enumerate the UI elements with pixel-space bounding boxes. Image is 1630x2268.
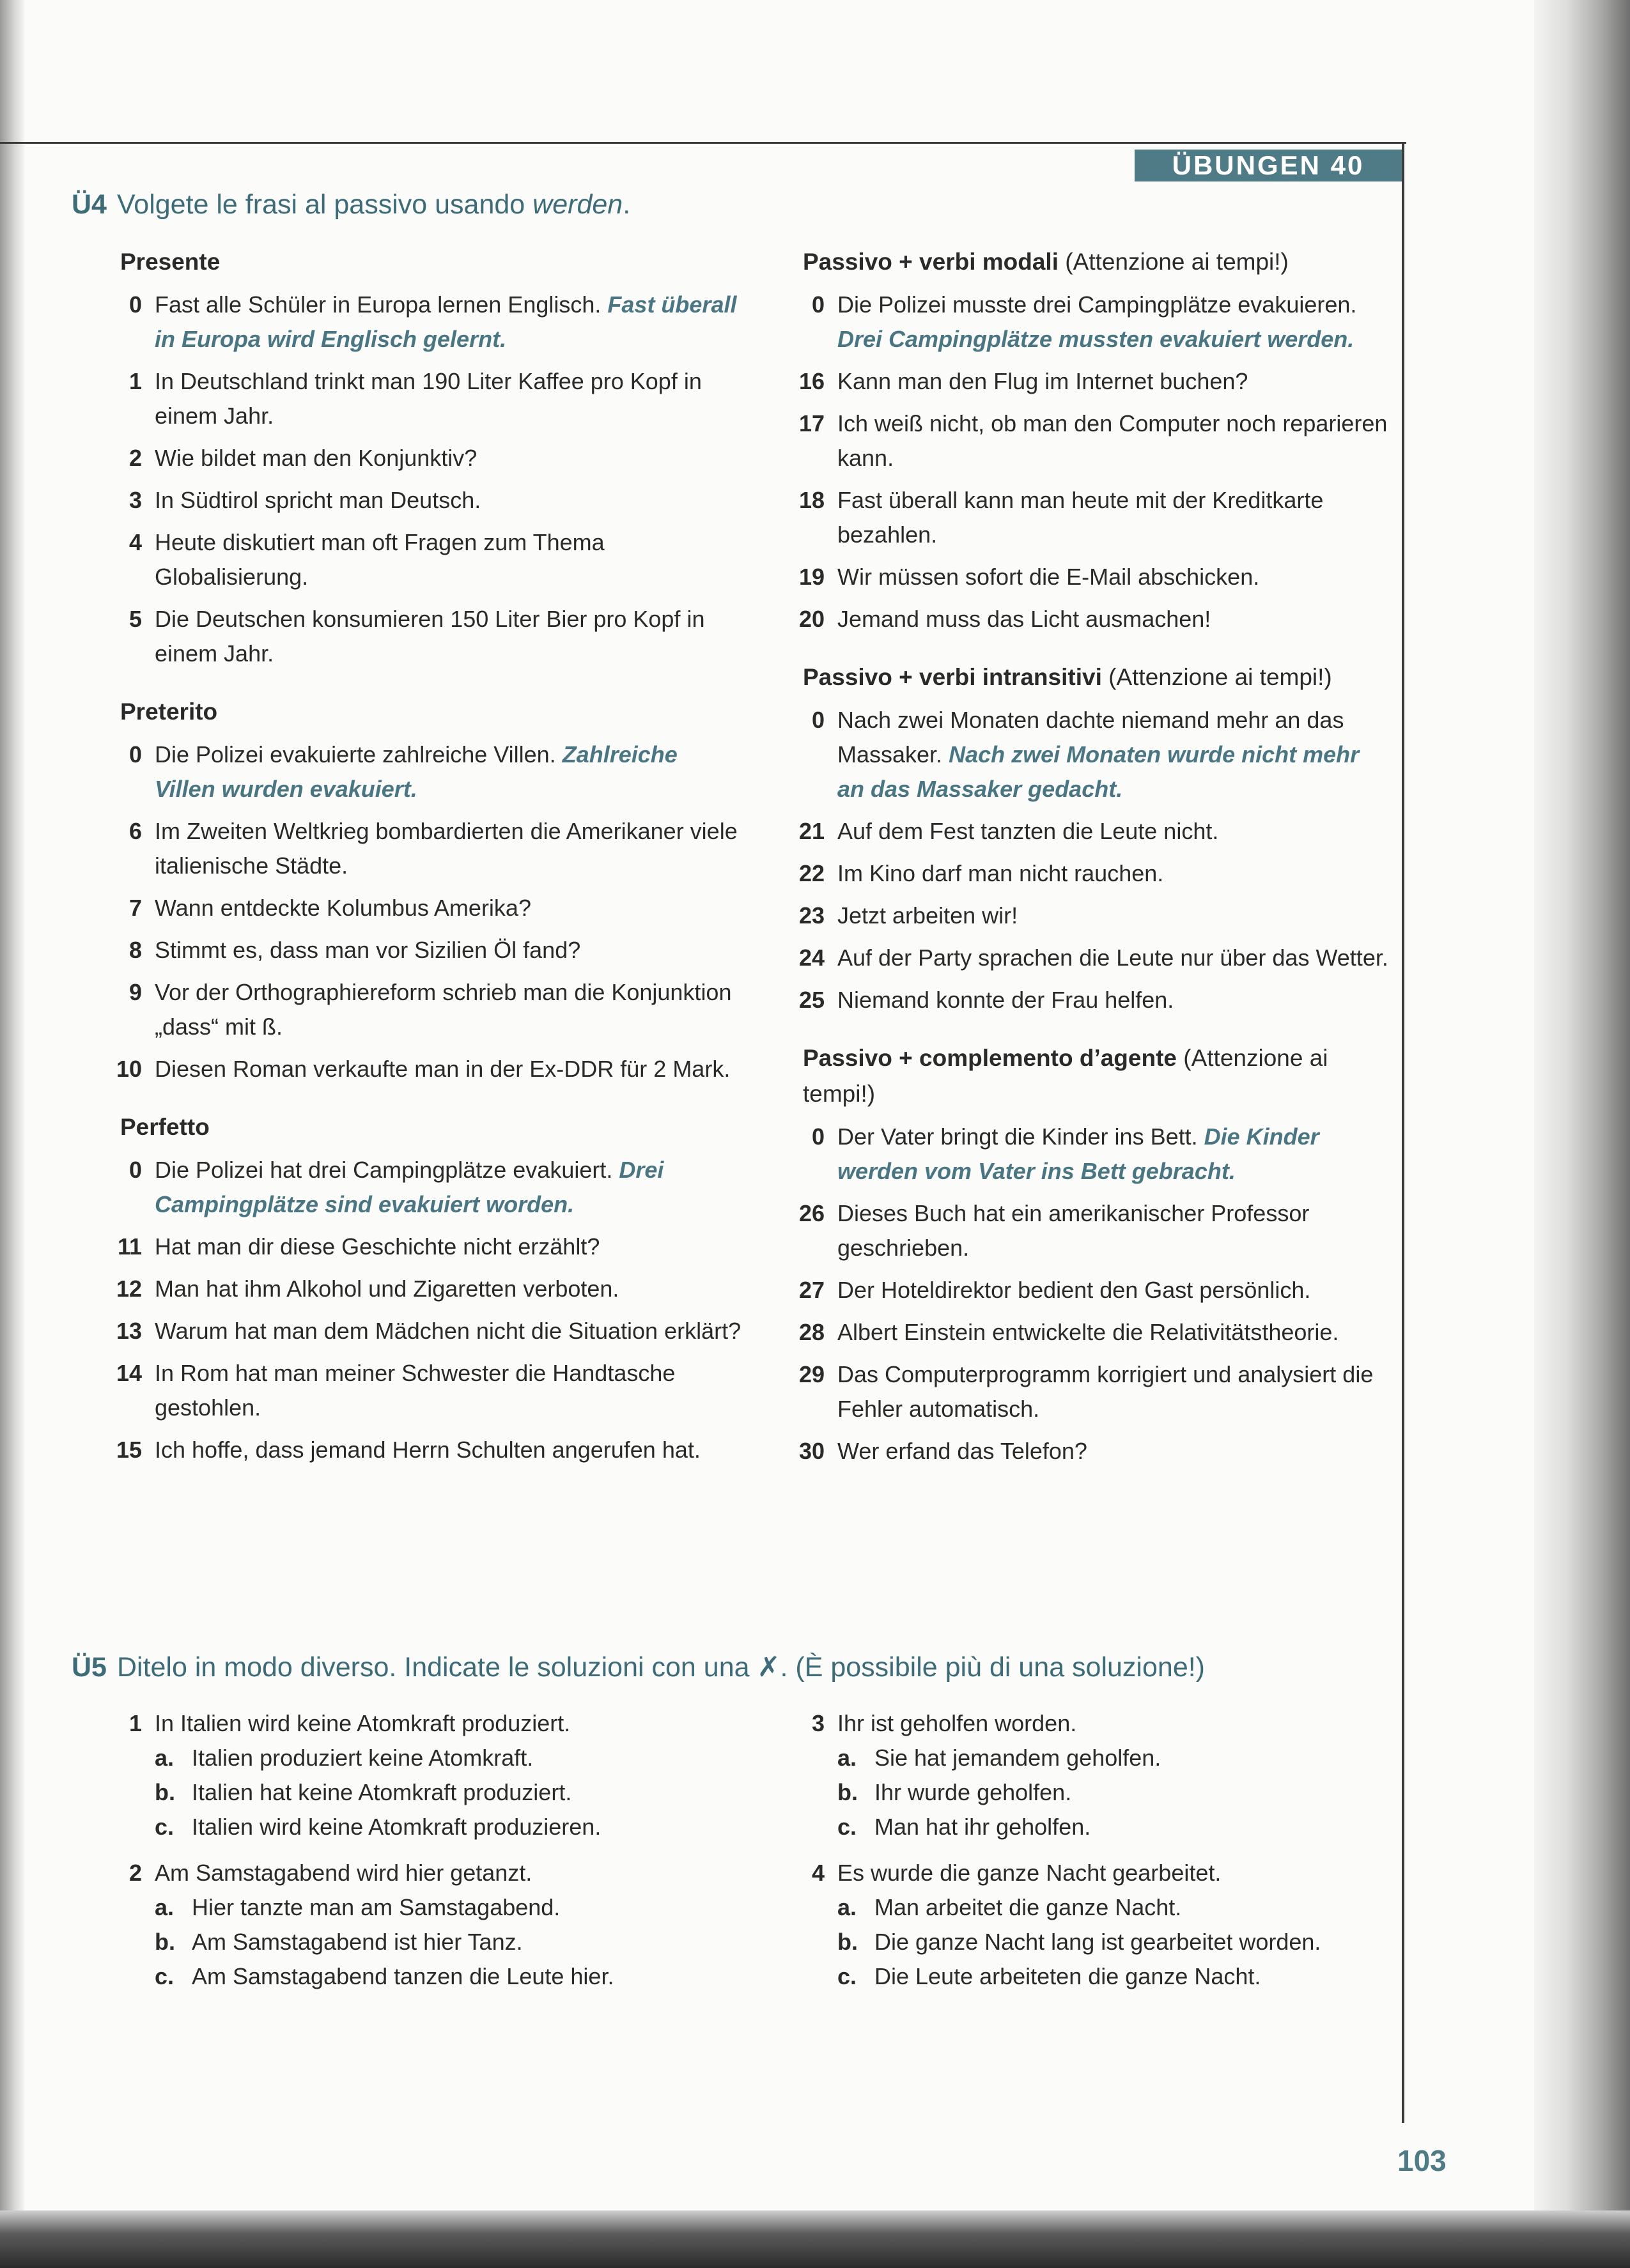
exercise-u4-heading bbox=[72, 189, 630, 220]
instruction-end: . (È possibile più di una soluzione!) bbox=[780, 1652, 1205, 1683]
item-sentence: Dieses Buch hat ein amerikanischer Professor geschrieben. bbox=[837, 1200, 1310, 1261]
subsection-heading bbox=[803, 1040, 1392, 1112]
exercise-item bbox=[96, 1272, 741, 1306]
exercise-item bbox=[96, 1230, 741, 1264]
exercise-item bbox=[96, 933, 741, 968]
item-sentence: Jetzt arbeiten wir! bbox=[837, 902, 1018, 929]
answer-option bbox=[779, 1959, 1392, 1994]
item-text bbox=[837, 1434, 1392, 1469]
subsection-note: (Attenzione ai tempi!) bbox=[803, 1045, 1328, 1107]
exercise-item bbox=[96, 525, 741, 594]
item-text bbox=[837, 406, 1392, 475]
item-sentence: Hat man dir diese Geschichte nicht erzählt? bbox=[155, 1233, 600, 1260]
item-sentence: Wann entdeckte Kolumbus Amerika? bbox=[155, 895, 531, 921]
answer-option bbox=[96, 1775, 741, 1810]
exercise-item bbox=[96, 737, 741, 806]
item-sentence: Auf dem Fest tanzten die Leute nicht. bbox=[837, 818, 1219, 844]
item-sentence: Niemand konnte der Frau helfen. bbox=[837, 987, 1174, 1013]
item-text bbox=[155, 525, 741, 594]
section-preterito bbox=[96, 694, 741, 1086]
item-number: 24 bbox=[798, 945, 825, 971]
question-block bbox=[779, 1706, 1392, 1844]
example-answer: Fast überall in Europa wird Englisch gelernt. bbox=[155, 291, 737, 352]
exercise-item bbox=[779, 364, 1392, 399]
section-presente bbox=[96, 244, 741, 671]
item-text bbox=[837, 364, 1392, 399]
item-number: 9 bbox=[128, 979, 142, 1005]
exercise-item bbox=[779, 1196, 1392, 1265]
option-letter: c. bbox=[837, 1814, 857, 1840]
item-number: 0 bbox=[128, 291, 142, 318]
exercise-item bbox=[779, 560, 1392, 594]
item-sentence: Die Polizei evakuierte zahlreiche Villen. bbox=[155, 741, 556, 768]
item-text bbox=[155, 975, 741, 1044]
item-sentence: Heute diskutiert man oft Fragen zum Thema Globalisierung. bbox=[155, 529, 605, 590]
section-agente bbox=[779, 1040, 1392, 1469]
answer-option bbox=[779, 1925, 1392, 1959]
item-text bbox=[155, 1272, 741, 1306]
item-sentence: Jemand muss das Licht ausmachen! bbox=[837, 606, 1211, 632]
item-number: 20 bbox=[798, 606, 825, 632]
item-sentence: Diesen Roman verkaufte man in der Ex-DDR für 2 Mark. bbox=[155, 1056, 731, 1082]
exercise-item bbox=[779, 1357, 1392, 1426]
item-number: 23 bbox=[798, 902, 825, 929]
u5-left-column bbox=[96, 1706, 741, 2005]
question-number: 2 bbox=[128, 1860, 142, 1886]
item-sentence: Warum hat man dem Mädchen nicht die Situation erklärt? bbox=[155, 1318, 741, 1344]
subsection-heading bbox=[120, 1109, 741, 1145]
item-sentence: Auf der Party sprachen die Leute nur über das Wetter. bbox=[837, 945, 1388, 971]
exercise-item bbox=[779, 1434, 1392, 1469]
item-text bbox=[837, 1196, 1392, 1265]
exercise-item bbox=[96, 1153, 741, 1222]
exercise-item bbox=[96, 441, 741, 475]
question bbox=[779, 1706, 1392, 1741]
item-text bbox=[837, 983, 1392, 1017]
item-number: 6 bbox=[128, 818, 142, 844]
question-block bbox=[779, 1856, 1392, 1994]
exercise-item bbox=[779, 406, 1392, 475]
option-text: Man arbeitet die ganze Nacht. bbox=[874, 1894, 1182, 1920]
exercise-item bbox=[96, 975, 741, 1044]
item-text bbox=[837, 1273, 1392, 1308]
item-text bbox=[837, 1120, 1392, 1189]
example-answer: Drei Campingplätze mussten evakuiert werden. bbox=[837, 326, 1354, 352]
question-block bbox=[96, 1706, 741, 1844]
example-answer: Nach zwei Monaten wurde nicht mehr an das Massaker gedacht. bbox=[837, 741, 1360, 802]
option-letter: b. bbox=[155, 1929, 175, 1955]
subsection-heading bbox=[803, 244, 1392, 280]
option-letter: a. bbox=[837, 1894, 857, 1920]
question-text: Es wurde die ganze Nacht gearbeitet. bbox=[837, 1860, 1222, 1886]
item-number: 0 bbox=[128, 741, 142, 768]
item-text bbox=[837, 560, 1392, 594]
answer-option bbox=[779, 1741, 1392, 1775]
item-text bbox=[837, 899, 1392, 933]
item-text bbox=[155, 1314, 741, 1348]
answer-option bbox=[96, 1741, 741, 1775]
exercise-item bbox=[96, 1314, 741, 1348]
question-block bbox=[96, 1856, 741, 1994]
item-sentence: Der Vater bringt die Kinder ins Bett. bbox=[837, 1123, 1198, 1150]
question-number: 4 bbox=[811, 1860, 825, 1886]
item-sentence: Die Polizei musste drei Campingplätze evakuieren. bbox=[837, 291, 1357, 318]
subsection-title: Passivo + verbi intransitivi bbox=[803, 664, 1102, 690]
item-text bbox=[155, 441, 741, 475]
option-text: Am Samstagabend tanzen die Leute hier. bbox=[192, 1963, 614, 1989]
option-letter: c. bbox=[155, 1814, 175, 1840]
item-sentence: Albert Einstein entwickelte die Relativitätstheorie. bbox=[837, 1319, 1339, 1345]
scan-shadow-right bbox=[1534, 0, 1630, 2268]
item-number: 2 bbox=[128, 445, 142, 471]
item-text bbox=[837, 288, 1392, 357]
example-answer: Die Kinder werden vom Vater ins Bett gebracht. bbox=[837, 1123, 1319, 1184]
item-number: 0 bbox=[811, 707, 825, 733]
item-text bbox=[837, 602, 1392, 636]
question-text: Ihr ist geholfen worden. bbox=[837, 1710, 1077, 1736]
exercise-item bbox=[96, 364, 741, 433]
question bbox=[779, 1856, 1392, 1890]
item-sentence: Nach zwei Monaten dachte niemand mehr an das Massaker. bbox=[837, 707, 1344, 768]
instruction-text: Volgete le frasi al passivo usando bbox=[116, 189, 533, 220]
exercise-item bbox=[779, 602, 1392, 636]
item-text bbox=[837, 483, 1392, 552]
exercise-item bbox=[96, 288, 741, 357]
item-sentence: Im Zweiten Weltkrieg bombardierten die Amerikaner viele italienische Städte. bbox=[155, 818, 738, 879]
exercise-item bbox=[96, 1433, 741, 1467]
item-sentence: Fast überall kann man heute mit der Kreditkarte bezahlen. bbox=[837, 487, 1324, 548]
item-number: 14 bbox=[116, 1360, 142, 1386]
exercise-item bbox=[96, 602, 741, 671]
option-text: Sie hat jemandem geholfen. bbox=[874, 1745, 1161, 1771]
item-number: 22 bbox=[798, 860, 825, 886]
exercise-number: Ü5 bbox=[72, 1652, 107, 1683]
subsection-title: Preterito bbox=[120, 698, 218, 725]
item-number: 18 bbox=[798, 487, 825, 513]
item-sentence: Der Hoteldirektor bedient den Gast persönlich. bbox=[837, 1277, 1311, 1303]
item-text bbox=[837, 1315, 1392, 1350]
item-sentence: Die Deutschen konsumieren 150 Liter Bier pro Kopf in einem Jahr. bbox=[155, 606, 705, 667]
item-sentence: Ich hoffe, dass jemand Herrn Schulten angerufen hat. bbox=[155, 1437, 701, 1463]
item-number: 30 bbox=[798, 1438, 825, 1464]
item-number: 1 bbox=[128, 368, 142, 394]
item-text bbox=[155, 1356, 741, 1425]
item-sentence: Das Computerprogramm korrigiert und analysiert die Fehler automatisch. bbox=[837, 1361, 1374, 1422]
question-text: In Italien wird keine Atomkraft produziert. bbox=[155, 1710, 571, 1736]
page-number: 103 bbox=[1397, 2144, 1447, 2177]
section-perfetto bbox=[96, 1109, 741, 1467]
exercise-item bbox=[779, 1273, 1392, 1308]
question-number: 3 bbox=[811, 1710, 825, 1736]
subsection-heading bbox=[120, 694, 741, 730]
option-text: Man hat ihr geholfen. bbox=[874, 1814, 1091, 1840]
exercise-item bbox=[779, 483, 1392, 552]
exercise-item bbox=[96, 814, 741, 883]
item-text bbox=[155, 364, 741, 433]
item-text bbox=[837, 856, 1392, 891]
option-text: Die ganze Nacht lang ist gearbeitet worden. bbox=[874, 1929, 1321, 1955]
exercise-item bbox=[779, 899, 1392, 933]
option-text: Die Leute arbeiteten die ganze Nacht. bbox=[874, 1963, 1261, 1989]
exercise-item bbox=[96, 1356, 741, 1425]
answer-option bbox=[96, 1959, 741, 1994]
option-text: Italien hat keine Atomkraft produziert. bbox=[192, 1779, 572, 1805]
u5-right-column bbox=[779, 1706, 1392, 2005]
item-sentence: Man hat ihm Alkohol und Zigaretten verboten. bbox=[155, 1276, 619, 1302]
option-text: Ihr wurde geholfen. bbox=[874, 1779, 1072, 1805]
item-number: 17 bbox=[798, 410, 825, 436]
option-letter: c. bbox=[837, 1963, 857, 1989]
item-number: 3 bbox=[128, 487, 142, 513]
answer-option bbox=[96, 1890, 741, 1925]
u4-left-column bbox=[96, 244, 741, 1475]
exercise-item bbox=[779, 856, 1392, 891]
item-text bbox=[837, 814, 1392, 849]
item-number: 0 bbox=[811, 291, 825, 318]
item-text bbox=[155, 933, 741, 968]
option-letter: b. bbox=[837, 1779, 858, 1805]
exercise-item bbox=[96, 483, 741, 518]
option-letter: c. bbox=[155, 1963, 175, 1989]
item-number: 10 bbox=[116, 1056, 142, 1082]
top-rule bbox=[0, 142, 1406, 144]
scan-shadow-left bbox=[0, 0, 24, 2268]
item-text bbox=[837, 1357, 1392, 1426]
item-text bbox=[155, 1052, 741, 1086]
subsection-title: Passivo + complemento d’agente bbox=[803, 1045, 1177, 1071]
exercise-item bbox=[779, 1120, 1392, 1189]
example-answer: Zahlreiche Villen wurden evakuiert. bbox=[155, 741, 678, 802]
item-sentence: Vor der Orthographiereform schrieb man die Konjunktion „dass“ mit ß. bbox=[155, 979, 732, 1040]
item-number: 13 bbox=[116, 1318, 142, 1344]
instruction-end: . bbox=[623, 189, 631, 220]
option-letter: a. bbox=[837, 1745, 857, 1771]
item-number: 8 bbox=[128, 937, 142, 963]
item-number: 16 bbox=[798, 368, 825, 394]
option-letter: a. bbox=[155, 1745, 175, 1771]
exercise-item bbox=[96, 891, 741, 925]
item-sentence: Ich weiß nicht, ob man den Computer noch reparieren kann. bbox=[837, 410, 1388, 471]
answer-option bbox=[96, 1925, 741, 1959]
item-text bbox=[155, 1433, 741, 1467]
subsection-note: (Attenzione ai tempi!) bbox=[1101, 664, 1332, 690]
answer-option bbox=[779, 1775, 1392, 1810]
item-number: 11 bbox=[117, 1233, 142, 1260]
item-text bbox=[155, 737, 741, 806]
option-letter: b. bbox=[155, 1779, 175, 1805]
item-text bbox=[155, 1153, 741, 1222]
item-number: 7 bbox=[128, 895, 142, 921]
answer-option bbox=[779, 1890, 1392, 1925]
subsection-heading bbox=[120, 244, 741, 280]
subsection-heading bbox=[803, 660, 1392, 695]
cross-mark-icon: ✗ bbox=[757, 1652, 780, 1683]
subsection-title: Perfetto bbox=[120, 1114, 210, 1140]
exercise-u5-heading bbox=[72, 1651, 1205, 1683]
item-sentence: Wir müssen sofort die E-Mail abschicken. bbox=[837, 564, 1260, 590]
item-sentence: In Rom hat man meiner Schwester die Handtasche gestohlen. bbox=[155, 1360, 676, 1421]
option-text: Italien wird keine Atomkraft produzieren. bbox=[192, 1814, 602, 1840]
exercise-item bbox=[779, 288, 1392, 357]
item-number: 5 bbox=[128, 606, 142, 632]
item-sentence: Stimmt es, dass man vor Sizilien Öl fand? bbox=[155, 937, 581, 963]
item-text bbox=[155, 814, 741, 883]
item-sentence: Die Polizei hat drei Campingplätze evakuiert. bbox=[155, 1157, 613, 1183]
question-text: Am Samstagabend wird hier getanzt. bbox=[155, 1860, 532, 1886]
item-text bbox=[155, 891, 741, 925]
item-text bbox=[837, 703, 1392, 806]
item-sentence: Im Kino darf man nicht rauchen. bbox=[837, 860, 1164, 886]
exercise-item bbox=[779, 703, 1392, 806]
answer-option bbox=[96, 1810, 741, 1844]
item-number: 4 bbox=[128, 529, 142, 555]
item-number: 25 bbox=[798, 987, 825, 1013]
item-sentence: Kann man den Flug im Internet buchen? bbox=[837, 368, 1248, 394]
item-text bbox=[155, 288, 741, 357]
vertical-rule bbox=[1402, 142, 1404, 2123]
item-number: 12 bbox=[116, 1276, 142, 1302]
item-number: 19 bbox=[798, 564, 825, 590]
item-number: 0 bbox=[128, 1157, 142, 1183]
exercise-item bbox=[779, 814, 1392, 849]
subsection-note: (Attenzione ai tempi!) bbox=[1059, 249, 1289, 275]
exercise-item bbox=[96, 1052, 741, 1086]
section-header: ÜBUNGEN 40 bbox=[1135, 150, 1402, 181]
item-number: 28 bbox=[798, 1319, 825, 1345]
item-number: 27 bbox=[798, 1277, 825, 1303]
item-text bbox=[155, 1230, 741, 1264]
option-text: Italien produziert keine Atomkraft. bbox=[192, 1745, 534, 1771]
answer-option bbox=[779, 1810, 1392, 1844]
exercise-item bbox=[779, 983, 1392, 1017]
item-text bbox=[155, 602, 741, 671]
item-sentence: Wie bildet man den Konjunktiv? bbox=[155, 445, 477, 471]
option-text: Hier tanzte man am Samstagabend. bbox=[192, 1894, 561, 1920]
scan-shadow-bottom bbox=[0, 2210, 1630, 2268]
item-sentence: Fast alle Schüler in Europa lernen Englisch. bbox=[155, 291, 602, 318]
option-letter: b. bbox=[837, 1929, 858, 1955]
instruction-emphasis: werden bbox=[532, 189, 623, 220]
exercise-number: Ü4 bbox=[72, 189, 107, 220]
question-number: 1 bbox=[128, 1710, 142, 1736]
example-answer: Drei Campingplätze sind evakuiert worden. bbox=[155, 1157, 664, 1217]
item-sentence: In Südtirol spricht man Deutsch. bbox=[155, 487, 481, 513]
item-text bbox=[155, 483, 741, 518]
item-sentence: Wer erfand das Telefon? bbox=[837, 1438, 1087, 1464]
item-sentence: In Deutschland trinkt man 190 Liter Kaffee pro Kopf in einem Jahr. bbox=[155, 368, 702, 429]
item-text bbox=[837, 941, 1392, 975]
section-intransitivi bbox=[779, 660, 1392, 1017]
subsection-title: Passivo + verbi modali bbox=[803, 249, 1059, 275]
subsection-title: Presente bbox=[120, 249, 221, 275]
option-text: Am Samstagabend ist hier Tanz. bbox=[192, 1929, 523, 1955]
exercise-item bbox=[779, 1315, 1392, 1350]
question bbox=[96, 1706, 741, 1741]
item-number: 21 bbox=[798, 818, 825, 844]
item-number: 29 bbox=[798, 1361, 825, 1387]
exercise-item bbox=[779, 941, 1392, 975]
item-number: 0 bbox=[811, 1123, 825, 1150]
question bbox=[96, 1856, 741, 1890]
option-letter: a. bbox=[155, 1894, 175, 1920]
item-number: 15 bbox=[116, 1437, 142, 1463]
section-modali bbox=[779, 244, 1392, 636]
item-number: 26 bbox=[798, 1200, 825, 1226]
u4-right-column bbox=[779, 244, 1392, 1476]
instruction-text: Ditelo in modo diverso. Indicate le soluzioni con una bbox=[116, 1652, 757, 1683]
